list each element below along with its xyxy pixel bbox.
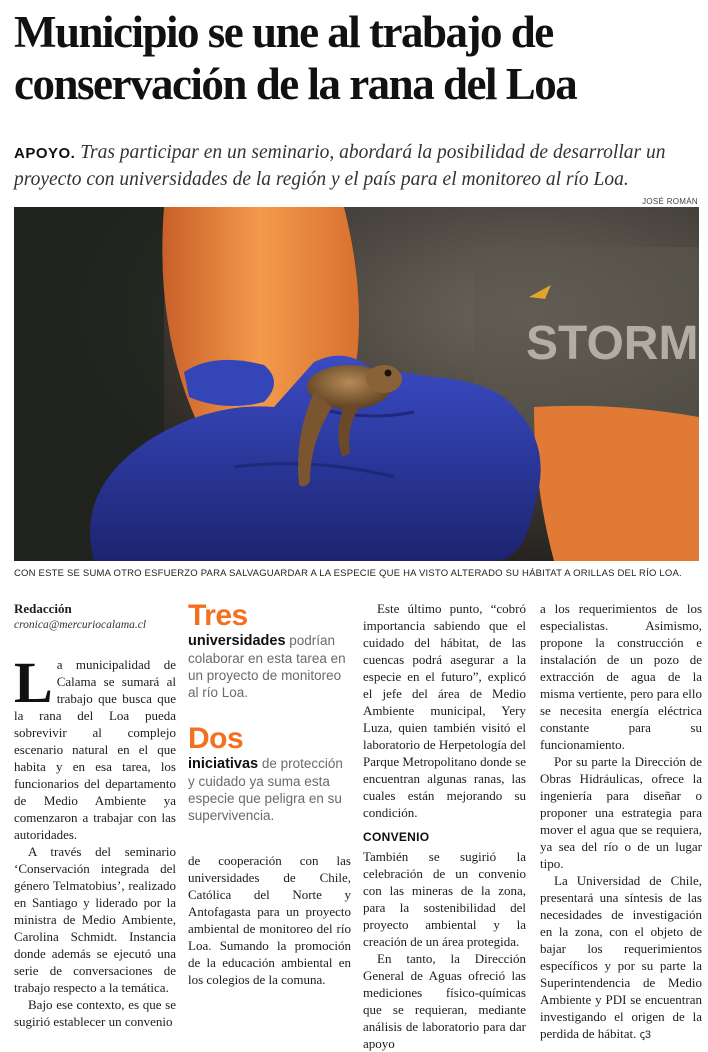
body-paragraph-9: Por su parte la Dirección de Obras Hidráulicas, ofrece la ingeniería para diseñar o proponer una estrategia para mover el agua que se requiera, ya sea del río o de un lugar tipo.: [540, 754, 702, 871]
body-paragraph-1: [14, 650, 176, 843]
factbox-1: [188, 600, 351, 701]
body-paragraph-8: a los requerimientos de los especialistas. Asimismo, propone la construcción e instalación de un pozo de extracción de agua de la misma vertiente, pero para ello se necesita energía eléctrica constante para su funcionamiento.: [540, 601, 702, 752]
storm-sign: STORM: [526, 317, 699, 370]
body-paragraph-10-text: La Universidad de Chile, presentará una síntesis de las necesidades de investigación en la zona, con el objeto de bajar los requerimientos específicos y por su parte la Superintendencia de Medio Ambiente y PDI se encuentran investigando el origen de la perdida de hábitat.: [540, 873, 702, 1041]
subhead-convenio: CONVENIO: [363, 830, 430, 844]
body-paragraph-6: También se sugirió la celebración de un convenio con las mineras de la zona, para la sostenibilidad del proyecto ambiental y la creación de un área protegida.: [363, 849, 526, 949]
body-paragraph-4: de cooperación con las universidades de Chile, Católica del Norte y Antofagasta para un proyecto ambiental de monitoreo del río Loa. Sumando la promoción de la educación ambiental en los colegios de la comuna.: [188, 853, 351, 987]
column-3: [363, 600, 526, 1052]
fact-1-body: podrían colaborar en esta tarea en un proyecto de monitoreo al río Loa.: [188, 633, 346, 700]
body-paragraph-10: [540, 872, 702, 1044]
frog-head: [366, 365, 402, 393]
body-paragraph-5: Este último punto, “cobró importancia sabiendo que el cuidado del hábitat, de las cuencas podrá asegurar a la especie en el futuro”, explicó el jefe del área de Medio Ambiente municipal, Yery Luza, quien también visitó el laboratorio de Herpetología del Parque Metropolitano donde se encuentran algunas ranas, las cuales están mejorando su condición.: [363, 601, 526, 820]
factbox-2: [188, 723, 351, 824]
orange-sleeve-right: [534, 406, 699, 561]
glove-thumb: [184, 360, 274, 406]
frog-eye: [385, 370, 392, 377]
article-photo: [14, 207, 699, 561]
end-mark-icon: ꞔ3: [639, 1029, 652, 1041]
body-paragraph-7: En tanto, la Dirección General de Aguas ofreció las mediciones físico-químicas que se requieran, mediante análisis de laboratorio para dar apoyo: [363, 951, 526, 1051]
body-paragraph-2: A través del seminario ‘Conservación integrada del género Telmatobius’, realizado en Santiago y liderado por la ministra de Medio Ambiente, Carolina Schmidt. Instancia donde además se ejecutó una serie de conversaciones de trabajo respecto a la temática.: [14, 844, 176, 995]
fact-1-number: Tres: [188, 599, 248, 632]
byline-author: Redacción: [14, 601, 72, 616]
fact-2-bold: iniciativas: [188, 756, 259, 772]
body-paragraph-1-text: a municipalidad de Calama se sumará al trabajo que busca que la rana del Loa pueda sobrevivir al complejo escenario natural en el que habita y en esa tarea, los funcionarios del departamento de Medio Ambiente ya comenzaron a trabajar con las autoridades.: [14, 657, 176, 842]
fact-2-number: Dos: [188, 722, 244, 755]
body-paragraph-3: Bajo ese contexto, es que se sugirió establecer un convenio: [14, 997, 176, 1029]
fact-2-text: [188, 755, 351, 824]
photo-caption: CON ESTE SE SUMA OTRO ESFUERZO PARA SALVAGUARDAR A LA ESPECIE QUE HA VISTO ALTERADO SU HÁBITAT A ORILLAS DEL RÍO LOA.: [14, 568, 682, 579]
column-2: [188, 600, 351, 988]
photo-credit: JOSÉ ROMÁN: [642, 197, 698, 206]
deck-text: Tras participar en un seminario, abordará la posibilidad de desarrollar un proyecto con universidades de la región y el país para el monitoreo al río Loa.: [14, 142, 666, 190]
fact-1-text: [188, 632, 351, 701]
column-1: [14, 600, 176, 1030]
fact-2-body: de protección y cuidado ya suma esta especie que peligra en su supervivencia.: [188, 756, 343, 823]
dropcap: L: [14, 650, 53, 715]
column-4: [540, 600, 702, 1044]
fact-1-bold: universidades: [188, 633, 286, 649]
headline: Municipio se une al trabajo de conservación de la rana del Loa: [14, 7, 577, 109]
frog-in-glove-illustration: [14, 207, 699, 561]
deck-kicker: APOYO.: [14, 145, 76, 162]
byline-email[interactable]: cronica@mercuriocalama.cl: [14, 619, 147, 631]
deck: [14, 140, 704, 193]
